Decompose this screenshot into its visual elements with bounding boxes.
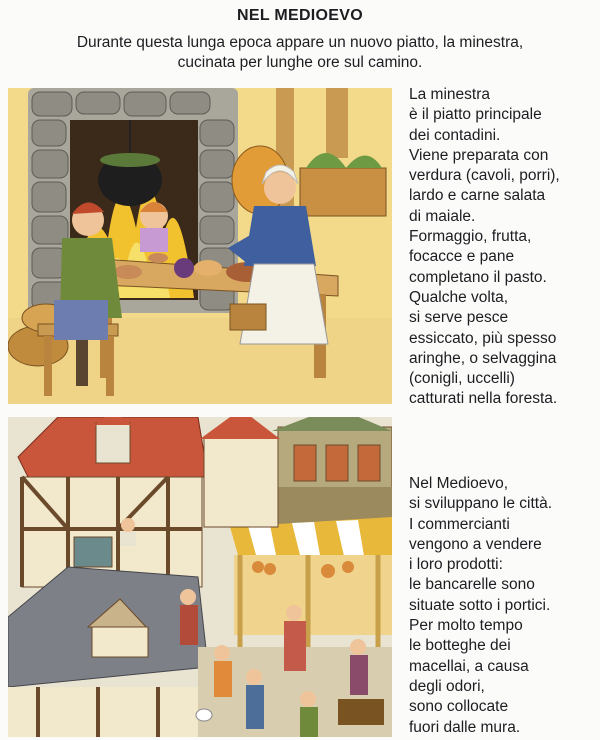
text-line: fuori dalle mura. [409,718,521,736]
text-line: dei contadini. [409,126,501,144]
text-line: degli odori, [409,677,485,695]
vegetable-crate [300,168,386,216]
text-line: verdura (cavoli, porri), [409,167,560,185]
text-line: Nel Medioevo, [409,475,509,492]
cart [338,699,384,725]
market-illustration [8,417,392,737]
subtitle-line: cucinata per lunghe ore sul camino. [177,54,423,71]
text-line: le bancarelle sono [409,576,535,594]
subtitle-line: Durante questa lunga epoca appare un nuovo piatto, la minestra, [76,34,524,51]
text-line: sono collocate [409,698,509,716]
text-line: si sviluppano le città. [409,495,553,513]
text-line: è il piatto principale [409,106,542,124]
distant-house [204,437,278,527]
page-subtitle [30,33,570,73]
text-line: lardo e carne salata [409,187,546,205]
page-title: NEL MEDIOEVO [237,7,363,24]
kitchen-illustration [8,88,392,404]
text-line: vengono a vendere [409,535,542,553]
half-timbered-house [18,417,208,587]
bowl [148,253,168,263]
bread [194,260,222,276]
text-line: completano il pasto. [409,268,547,286]
text-line: di maiale. [409,207,476,225]
ceiling-beam [326,88,348,158]
text-line: Viene preparata con [409,146,549,164]
kitchen-text [409,85,597,410]
striped-awning [230,517,392,647]
text-line: Per molto tempo [409,617,523,635]
text-line: situate sotto i portici. [409,596,551,614]
text-line: I commercianti [409,515,510,533]
text-line: i loro prodotti: [409,556,503,574]
text-line: La minestra [409,86,490,103]
basket [230,304,266,330]
goose [196,709,212,721]
text-line: catturati nella foresta. [409,390,558,408]
slate-roof [8,567,208,737]
bowl [114,265,142,279]
text-line: essiccato, più spesso [409,329,557,347]
text-line: si serve pesce [409,309,509,327]
text-line: Formaggio, frutta, [409,228,532,246]
text-line: aringhe, o selvaggina [409,349,557,367]
text-line: Qualche volta, [409,288,509,306]
text-line: (conigli, uccelli) [409,370,515,388]
text-line: focacce e pane [409,248,515,266]
market-text [409,474,597,738]
text-line: le botteghe dei [409,637,511,655]
grapes [174,258,194,278]
text-line: macellai, a causa [409,657,529,675]
